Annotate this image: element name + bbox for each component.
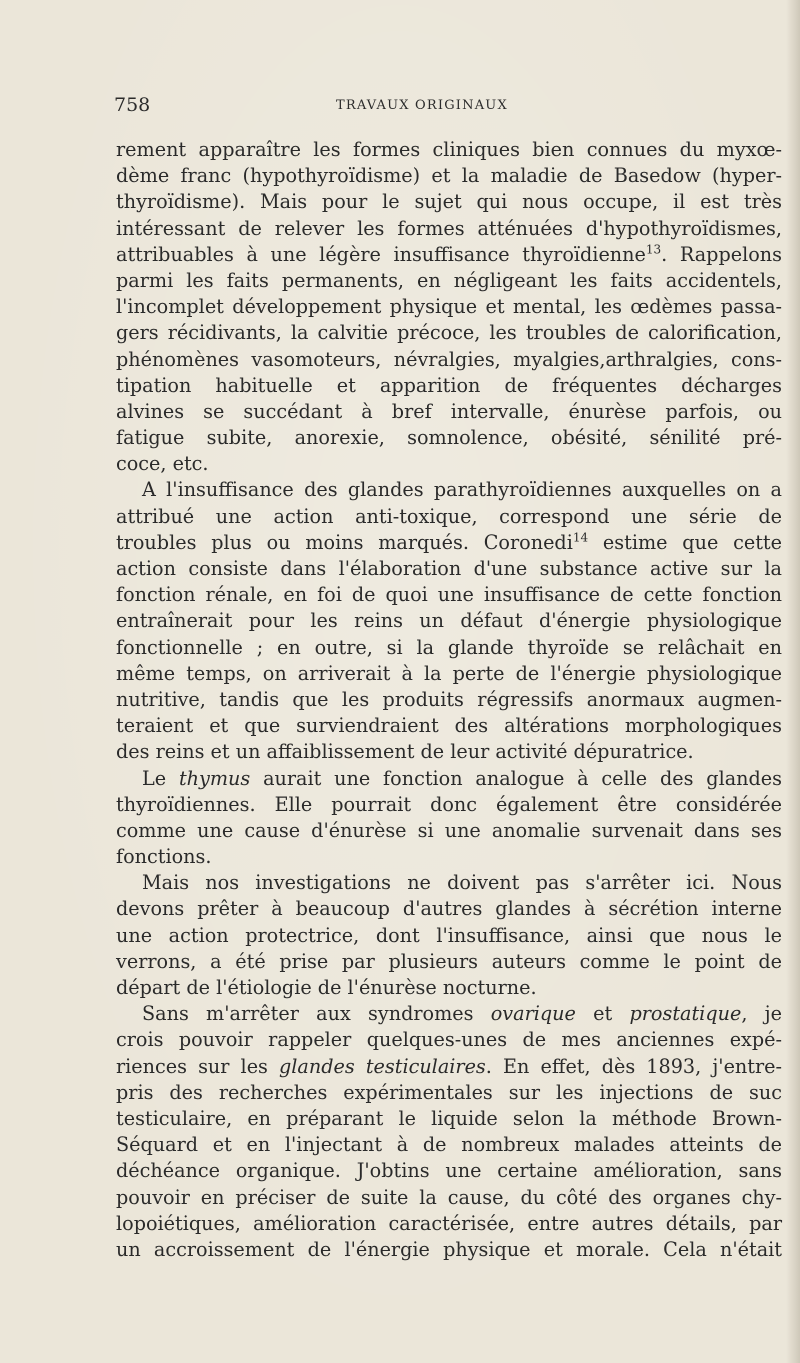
text-line: attribué une action anti-toxique, correspond une série de: [116, 504, 782, 528]
text-line: attribuables à une légère insuffisance thyroïdienne$^{13}$. Rappelons: [116, 242, 782, 266]
text-line: fatigue subite, anorexie, somnolence, obésité, sénilité pré-: [116, 426, 782, 450]
text-line: entraînerait pour les reins un défaut d'énergie physiologique: [116, 609, 782, 633]
text-line: rement apparaître les formes cliniques bien connues du myxœ-: [116, 138, 782, 161]
footnote-mark: 13: [645, 242, 662, 257]
text-line: devons prêter à beaucoup d'autres glandes à sécrétion interne: [116, 897, 782, 921]
text-line: tipation habituelle et apparition de fréquentes décharges: [116, 373, 782, 397]
text-line: fonctions.: [116, 845, 212, 869]
text-line: Sans m'arrêter aux syndromes ovarique et prostatique, je: [142, 1002, 782, 1026]
text-line: fonction rénale, en foi de quoi une insuffisance de cette fonction: [116, 583, 782, 607]
text-line: thyroïdiennes. Elle pourrait donc également être considérée: [116, 792, 782, 816]
page-number: 758: [114, 94, 151, 116]
italic-term: ovarique: [490, 1002, 576, 1026]
footnote-mark: 14: [572, 530, 589, 545]
text-line: comme une cause d'énurèse si une anomalie survenait dans ses: [116, 818, 782, 842]
text-line: fonctionnelle ; en outre, si la glande thyroïde se relâchait en: [116, 635, 782, 659]
text-line: même temps, on arriverait à la perte de l'énergie physiologique: [116, 661, 782, 685]
text-line: action consiste dans l'élaboration d'une substance active sur la: [116, 557, 782, 580]
text-line: des reins et un affaiblissement de leur activité dépuratrice.: [116, 740, 694, 764]
text-line: testiculaire, en préparant le liquide selon la méthode Brown-: [116, 1106, 782, 1130]
text-line: Le thymus aurait une fonction analogue à celle des glandes: [142, 766, 782, 790]
text-line: intéressant de relever les formes atténuées d'hypothyroïdismes,: [116, 216, 782, 240]
italic-term: glandes testiculaires: [279, 1054, 486, 1078]
text-line: phénomènes vasomoteurs, névralgies, myalgies,arthralgies, cons-: [116, 347, 782, 371]
text-line: verrons, a été prise par plusieurs auteurs comme le point de: [116, 949, 782, 973]
running-head: [114, 94, 770, 122]
text-line: l'incomplet développement physique et mental, les œdèmes passa-: [116, 295, 782, 319]
running-title: TRAVAUX ORIGINAUX: [336, 98, 508, 113]
text-line: pouvoir en préciser de suite la cause, du côté des organes chy-: [116, 1185, 782, 1209]
text-line: déchéance organique. J'obtins une certaine amélioration, sans: [116, 1159, 782, 1183]
text-line: A l'insuffisance des glandes parathyroïdiennes auxquelles on a: [142, 478, 782, 502]
text-line: départ de l'étiologie de l'énurèse nocturne.: [116, 976, 537, 999]
text-line: parmi les faits permanents, en négligeant les faits accidentels,: [116, 268, 782, 292]
text-line: lopoiétiques, amélioration caractérisée, entre autres détails, par: [116, 1211, 782, 1235]
text-line: une action protectrice, dont l'insuffisance, ainsi que nous le: [116, 923, 782, 947]
text-line: gers récidivants, la calvitie précoce, les troubles de calorification,: [116, 321, 782, 345]
italic-term: prostatique: [629, 1002, 742, 1026]
text-line: Séquard et en l'injectant à de nombreux malades atteints de: [116, 1133, 782, 1157]
text-line: pris des recherches expérimentales sur les injections de suc: [116, 1080, 782, 1104]
text-line: un accroissement de l'énergie physique et morale. Cela n'était: [116, 1237, 782, 1261]
text-line: crois pouvoir rappeler quelques-unes de mes anciennes expé-: [116, 1028, 782, 1052]
text-line: troubles plus ou moins marqués. Coronedi$^{14}$ estime que cette: [116, 530, 782, 554]
body-text: [116, 137, 782, 1263]
text-line: nutritive, tandis que les produits régressifs anormaux augmen-: [116, 687, 782, 711]
text-line: teraient et que surviendraient des altérations morphologiques: [116, 714, 782, 738]
text-line: thyroïdisme). Mais pour le sujet qui nous occupe, il est très: [116, 190, 782, 214]
text-line: coce, etc.: [116, 452, 209, 476]
italic-term: thymus: [178, 766, 251, 790]
page-edge-shadow: [786, 0, 800, 1363]
text-line: Mais nos investigations ne doivent pas s'arrêter ici. Nous: [142, 871, 782, 895]
text-line: riences sur les glandes testiculaires. En effet, dès 1893, j'entre-: [116, 1054, 783, 1078]
text-line: alvines se succédant à bref intervalle, énurèse parfois, ou: [116, 399, 782, 423]
text-line: dème franc (hypothyroïdisme) et la maladie de Basedow (hyper-: [116, 164, 782, 188]
